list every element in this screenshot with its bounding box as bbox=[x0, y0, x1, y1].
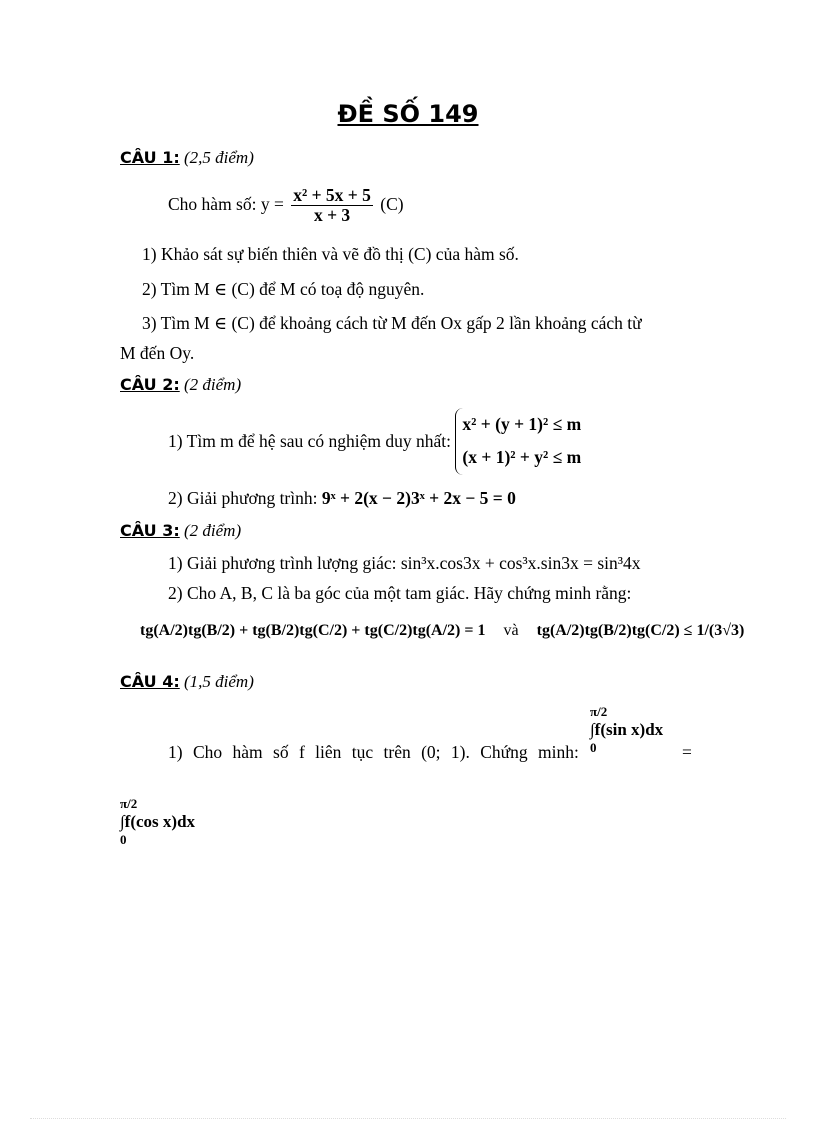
exponential-equation: 9ˣ + 2(x − 2)3ˣ + 2x − 5 = 0 bbox=[321, 488, 516, 508]
trig-inequality-right: tg(A/2)tg(B/2)tg(C/2) ≤ 1/(3√3) bbox=[536, 622, 745, 639]
question-label: CÂU 1: bbox=[120, 148, 180, 167]
q1-item-3: 3) Tìm M ∈ (C) để khoảng cách từ M đến Ox gấp 2 lần khoảng cách từ bbox=[142, 313, 642, 333]
curve-label: (C) bbox=[380, 193, 404, 214]
q3-item-2: 2) Cho A, B, C là ba góc của một tam giác. Hãy chứng minh rằng: bbox=[168, 583, 632, 603]
denominator: x + 3 bbox=[313, 205, 351, 226]
intro-text: Cho hàm số: y = bbox=[168, 193, 284, 214]
numerator: x² + 5x + 5 bbox=[293, 185, 371, 205]
question-points: (1,5 điểm) bbox=[183, 672, 254, 691]
question-4-heading bbox=[120, 672, 254, 692]
integral-sign: ∫ bbox=[120, 811, 125, 831]
equals-sign: = bbox=[682, 742, 692, 762]
function-definition bbox=[168, 186, 404, 226]
question-points: (2 điểm) bbox=[183, 375, 242, 394]
conjunction: và bbox=[503, 622, 519, 639]
q1-item-2: 2) Tìm M ∈ (C) để M có toạ độ nguyên. bbox=[142, 279, 425, 299]
q2-item-2-text: 2) Giải phương trình: bbox=[168, 488, 318, 508]
question-1-heading bbox=[120, 148, 254, 168]
question-label: CÂU 3: bbox=[120, 521, 180, 540]
q2-item-1-text: 1) Tìm m để hệ sau có nghiệm duy nhất: bbox=[168, 430, 452, 451]
page-bottom-divider bbox=[30, 1118, 786, 1119]
q3-item-1: 1) Giải phương trình lượng giác: sin³x.cos3x + cos³x.sin3x = sin³4x bbox=[168, 553, 641, 573]
upper-limit: π/2 bbox=[590, 704, 608, 719]
lower-limit: 0 bbox=[590, 739, 597, 755]
system-line-1: x² + (y + 1)² ≤ m bbox=[462, 414, 582, 434]
q1-item-3-continued: M đến Oy. bbox=[120, 343, 195, 363]
integrand-sin: f(sin x)dx bbox=[594, 719, 664, 739]
q2-item-1 bbox=[168, 408, 581, 475]
trig-identities bbox=[140, 622, 744, 640]
q2-item-2 bbox=[168, 488, 516, 509]
question-label: CÂU 2: bbox=[120, 375, 180, 394]
question-points: (2 điểm) bbox=[183, 521, 242, 540]
lower-limit: 0 bbox=[120, 831, 127, 847]
question-label: CÂU 4: bbox=[120, 672, 180, 691]
system-line-2: (x + 1)² + y² ≤ m bbox=[462, 447, 582, 468]
trig-identity-left: tg(A/2)tg(B/2) + tg(B/2)tg(C/2) + tg(C/2)tg(A/2) = 1 bbox=[140, 622, 486, 639]
integral-cos bbox=[120, 796, 195, 847]
q1-item-1: 1) Khảo sát sự biến thiên và vẽ đồ thị (C) của hàm số. bbox=[142, 244, 519, 264]
upper-limit: π/2 bbox=[120, 796, 138, 811]
integral-sign: ∫ bbox=[590, 719, 595, 739]
question-2-heading bbox=[120, 375, 241, 395]
page-title: ĐỀ SỐ 149 bbox=[337, 100, 479, 128]
question-points: (2,5 điểm) bbox=[183, 148, 254, 167]
integrand-cos: f(cos x)dx bbox=[124, 811, 196, 831]
q4-item-1-text: 1) Cho hàm số f liên tục trên (0; 1). Chứng minh: bbox=[168, 742, 579, 762]
integral-sin bbox=[590, 704, 663, 755]
equation-system bbox=[455, 408, 581, 475]
question-3-heading bbox=[120, 521, 241, 541]
fraction bbox=[291, 186, 373, 226]
